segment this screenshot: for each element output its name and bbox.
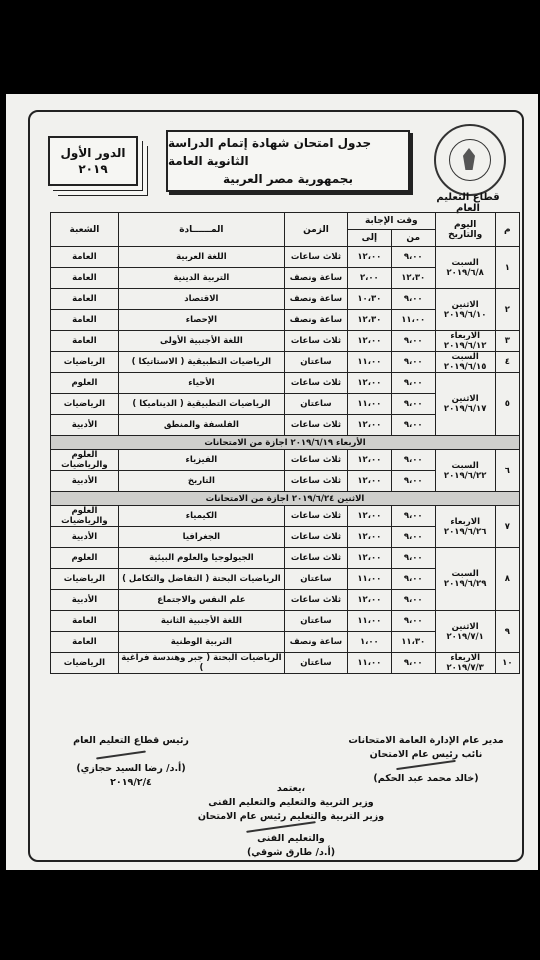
right-handwritten-signature: [336, 762, 516, 772]
day-date-cell: [435, 352, 495, 373]
exam-duration: ثلاث ساعات: [284, 471, 347, 492]
branch-name: العامة: [51, 331, 119, 352]
day-date-cell: [435, 450, 495, 492]
exam-duration: ساعتان: [284, 352, 347, 373]
exam-round-box: [48, 136, 138, 186]
subject-name: الرياضيات البحتة ( التفاضل والتكامل ): [118, 569, 284, 590]
branch-name: الأدبية: [51, 415, 119, 436]
branch-name: العامة: [51, 611, 119, 632]
day-date-cell: [435, 611, 495, 653]
time-from: ٩،٠٠: [391, 590, 435, 611]
left-signer-title: رئيس قطاع التعليم العام: [73, 735, 189, 746]
exam-duration: ثلاث ساعات: [284, 548, 347, 569]
branch-name: العلوم: [51, 548, 119, 569]
day-number: ٨: [495, 548, 519, 611]
exam-date: ٢٠١٩/٦/١٥: [443, 362, 487, 372]
day-number: ١: [495, 247, 519, 289]
left-handwritten-signature: [56, 748, 206, 762]
branch-name: الرياضيات: [51, 394, 119, 415]
day-name: السبت: [451, 569, 479, 579]
exam-duration: ساعتان: [284, 569, 347, 590]
day-number: ٦: [495, 450, 519, 492]
subject-name: الجغرافيا: [118, 527, 284, 548]
day-number: ٣: [495, 331, 519, 352]
time-to: ١١،٠٠: [347, 611, 391, 632]
exam-date: ٢٠١٩/٦/٢٩: [443, 579, 487, 589]
time-to: ١١،٠٠: [347, 653, 391, 674]
branch-name: العامة: [51, 247, 119, 268]
subject-name: الاقتصاد: [118, 289, 284, 310]
exam-duration: ثلاث ساعات: [284, 527, 347, 548]
time-from: ٩،٠٠: [391, 450, 435, 471]
exam-duration: ثلاث ساعات: [284, 590, 347, 611]
table-row: [51, 289, 520, 310]
day-number: ٤: [495, 352, 519, 373]
exam-date: ٢٠١٩/٧/١: [446, 631, 484, 642]
table-row: [51, 247, 520, 268]
document-title: [166, 130, 410, 192]
subject-name: الجيولوجيا والعلوم البيئية: [118, 548, 284, 569]
time-to: ١٢،٠٠: [347, 527, 391, 548]
day-name: الاثنين: [451, 621, 479, 632]
subject-name: الفيزياء: [118, 450, 284, 471]
exam-date: ٢٠١٩/٦/١٢: [443, 341, 487, 351]
header-duration: الزمن: [284, 213, 347, 247]
subject-name: الرياضيات التطبيقية ( الاستاتيكا ): [118, 352, 284, 373]
day-date-cell: [435, 653, 495, 674]
branch-name: العامة: [51, 268, 119, 289]
exam-duration: ساعتان: [284, 611, 347, 632]
exam-duration: ثلاث ساعات: [284, 373, 347, 394]
exam-duration: ساعة ونصف: [284, 310, 347, 331]
left-signer-name: (أ.د/ رضا السيد حجازي): [76, 763, 186, 774]
exam-duration: ساعتان: [284, 653, 347, 674]
branch-name: العامة: [51, 289, 119, 310]
day-date-cell: [435, 331, 495, 352]
table-row: [51, 373, 520, 394]
exam-duration: ساعة ونصف: [284, 632, 347, 653]
header-branch: الشعبة: [51, 213, 119, 247]
exam-duration: ساعة ونصف: [284, 268, 347, 289]
header-answer-time: وقت الإجابة: [347, 213, 435, 230]
day-name: الاثنين: [451, 394, 479, 404]
day-name: الاربعاء: [450, 331, 480, 341]
day-name: السبت: [451, 352, 479, 362]
minister-name: (أ.د/ طارق شوقي): [246, 847, 336, 858]
time-to: ١٢،٠٠: [347, 471, 391, 492]
holiday-note: الاثنين ٢٠١٩/٦/٢٤ اجازة من الامتحانات: [51, 492, 520, 506]
right-signer-name: (خالد محمد عبد الحكم): [373, 773, 479, 784]
right-signer-title-2: نائب رئيس عام الامتحان: [369, 749, 483, 760]
time-from: ٩،٠٠: [391, 653, 435, 674]
time-to: ١٢،٠٠: [347, 247, 391, 268]
title-line-2: بجمهورية مصر العربية: [223, 172, 353, 186]
document-page: [6, 94, 538, 870]
exam-duration: ثلاث ساعات: [284, 506, 347, 527]
branch-name: الرياضيات: [51, 653, 119, 674]
time-to: ٢،٠٠: [347, 268, 391, 289]
header-num: م: [495, 213, 519, 247]
time-from: ١٢،٣٠: [391, 268, 435, 289]
time-from: ٩،٠٠: [391, 471, 435, 492]
holiday-separator-row: [51, 436, 520, 450]
table-row: [51, 548, 520, 569]
time-from: ١١،٠٠: [391, 310, 435, 331]
branch-name: الرياضيات: [51, 352, 119, 373]
table-row: [51, 506, 520, 527]
exam-duration: ثلاث ساعات: [284, 450, 347, 471]
header-to: إلى: [347, 230, 391, 247]
table-row: [51, 653, 520, 674]
table-row: [51, 352, 520, 373]
time-from: ٩،٠٠: [391, 569, 435, 590]
table-row: [51, 611, 520, 632]
exam-date: ٢٠١٩/٧/٣: [446, 663, 484, 673]
time-to: ١٢،٠٠: [347, 373, 391, 394]
holiday-separator-row: [51, 492, 520, 506]
day-name: الاربعاء: [450, 516, 480, 527]
subject-name: الأحياء: [118, 373, 284, 394]
day-name: الاثنين: [451, 299, 479, 310]
day-number: ٢: [495, 289, 519, 331]
left-signature-date: ٢٠١٩/٢/٤: [110, 777, 152, 788]
header-from: من: [391, 230, 435, 247]
day-number: ٩: [495, 611, 519, 653]
branch-name: الرياضيات: [51, 569, 119, 590]
time-from: ٩،٠٠: [391, 373, 435, 394]
holiday-note: الأربعاء ٢٠١٩/٦/١٩ اجازة من الامتحانات: [51, 436, 520, 450]
day-name: السبت: [451, 257, 479, 268]
header-day-date: اليوم والتاريخ: [435, 213, 495, 247]
time-from: ٩،٠٠: [391, 352, 435, 373]
time-to: ١،٠٠: [347, 632, 391, 653]
schedule-body: [51, 247, 520, 674]
table-row: [51, 450, 520, 471]
time-from: ٩،٠٠: [391, 247, 435, 268]
time-from: ٩،٠٠: [391, 289, 435, 310]
ministry-seal: [434, 124, 506, 196]
exam-date: ٢٠١٩/٦/٢٦: [443, 526, 487, 537]
subject-name: اللغة الأجنبية الأولى: [118, 331, 284, 352]
time-from: ٩،٠٠: [391, 331, 435, 352]
sector-label: قطاع التعليم العام: [436, 192, 500, 214]
subject-name: الرياضيات البحتة ( جبر وهندسة فراغية ): [118, 653, 284, 674]
day-number: ١٠: [495, 653, 519, 674]
minister-title-2: وزير التربية والتعليم رئيس عام الامتحان: [197, 811, 385, 822]
day-number: ٥: [495, 373, 519, 436]
time-from: ٩،٠٠: [391, 548, 435, 569]
time-to: ١٢،٠٠: [347, 415, 391, 436]
day-date-cell: [435, 548, 495, 611]
branch-name: العامة: [51, 310, 119, 331]
subject-name: الرياضيات التطبيقية ( الديناميكا ): [118, 394, 284, 415]
time-to: ١١،٠٠: [347, 394, 391, 415]
exam-duration: ثلاث ساعات: [284, 331, 347, 352]
time-to: ١٢،٣٠: [347, 310, 391, 331]
day-date-cell: [435, 247, 495, 289]
exam-date: ٢٠١٩/٦/١٠: [443, 309, 487, 320]
branch-name: العامة: [51, 632, 119, 653]
table-row: [51, 331, 520, 352]
subject-name: الفلسفة والمنطق: [118, 415, 284, 436]
branch-name: الأدبية: [51, 471, 119, 492]
time-from: ٩،٠٠: [391, 527, 435, 548]
time-to: ١٠،٣٠: [347, 289, 391, 310]
subject-name: اللغة الأجنبية الثانية: [118, 611, 284, 632]
time-from: ٩،٠٠: [391, 611, 435, 632]
branch-name: العلوم: [51, 373, 119, 394]
time-to: ١١،٠٠: [347, 569, 391, 590]
subject-name: علم النفس والاجتماع: [118, 590, 284, 611]
minister-signature-block: [176, 782, 406, 860]
exam-date: ٢٠١٩/٦/٢٢: [443, 470, 487, 481]
branch-name: الأدبية: [51, 527, 119, 548]
right-signature-block: [336, 734, 516, 786]
exam-duration: ساعتان: [284, 394, 347, 415]
subject-name: التربية الدينية: [118, 268, 284, 289]
day-name: الاربعاء: [450, 653, 480, 663]
day-date-cell: [435, 289, 495, 331]
time-from: ٩،٠٠: [391, 415, 435, 436]
time-to: ١٢،٠٠: [347, 450, 391, 471]
exam-year: ٢٠١٩: [78, 162, 108, 176]
minister-title-1: وزير التربية والتعليم والتعليم الفنى: [208, 797, 374, 808]
day-date-cell: [435, 373, 495, 436]
exam-duration: ثلاث ساعات: [284, 247, 347, 268]
subject-name: التاريخ: [118, 471, 284, 492]
approve-label: يعتمد،: [276, 783, 306, 794]
title-line-1: جدول امتحان شهادة إتمام الدراسة الثانوية العامة: [168, 136, 372, 168]
right-signer-title-1: مدير عام الإدارة العامة الامتحانات: [348, 735, 504, 746]
subject-name: الكيمياء: [118, 506, 284, 527]
time-to: ١٢،٠٠: [347, 506, 391, 527]
exam-schedule-table: [50, 212, 520, 674]
exam-date: ٢٠١٩/٦/٨: [446, 267, 484, 278]
subject-name: اللغة العربية: [118, 247, 284, 268]
time-to: ١٢،٠٠: [347, 590, 391, 611]
time-from: ١١،٣٠: [391, 632, 435, 653]
branch-name: الأدبية: [51, 590, 119, 611]
minister-handwritten-signature: [176, 824, 406, 832]
time-to: ١٢،٠٠: [347, 331, 391, 352]
header-subject: المــــــادة: [118, 213, 284, 247]
time-from: ٩،٠٠: [391, 506, 435, 527]
time-to: ١١،٠٠: [347, 352, 391, 373]
eagle-emblem-icon: [449, 139, 491, 181]
branch-name: العلوم والرياضيات: [51, 506, 119, 527]
time-to: ١٢،٠٠: [347, 548, 391, 569]
day-name: السبت: [451, 460, 479, 471]
exam-duration: ساعة ونصف: [284, 289, 347, 310]
subject-name: الإحصاء: [118, 310, 284, 331]
exam-round: الدور الأول: [60, 146, 126, 160]
exam-date: ٢٠١٩/٦/١٧: [443, 404, 487, 414]
exam-duration: ثلاث ساعات: [284, 415, 347, 436]
branch-name: العلوم والرياضيات: [51, 450, 119, 471]
day-number: ٧: [495, 506, 519, 548]
minister-title-3: والتعليم الفنى: [257, 833, 325, 844]
time-from: ٩،٠٠: [391, 394, 435, 415]
day-date-cell: [435, 506, 495, 548]
subject-name: التربية الوطنية: [118, 632, 284, 653]
